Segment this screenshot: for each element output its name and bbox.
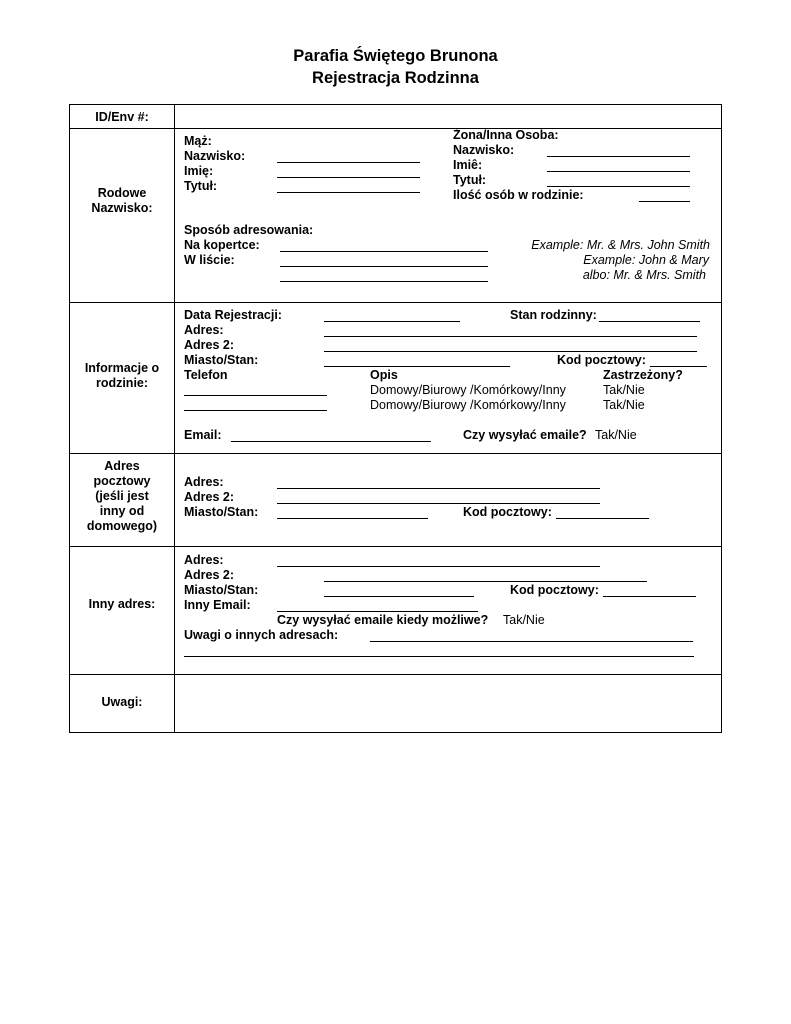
family-address2-label: Adres 2:: [184, 338, 235, 352]
mailing-address-label: Adres:: [184, 475, 224, 489]
form-title-registration: Rejestracja Rodzinna: [312, 69, 479, 87]
mailing-address2-field[interactable]: [277, 503, 600, 504]
table-divider-2: [69, 302, 722, 303]
phone-restricted-2[interactable]: Tak/Nie: [603, 398, 645, 412]
phone-restricted-1[interactable]: Tak/Nie: [603, 383, 645, 397]
addressing-example-2: Example: John & Mary: [583, 253, 709, 267]
husband-title-label: Tytuł:: [184, 179, 218, 193]
phone-type-2[interactable]: Domowy/Biurowy /Komórkowy/Inny: [370, 398, 566, 412]
family-postal-code-label: Kod pocztowy:: [557, 353, 646, 367]
addressing-example-1: Example: Mr. & Mrs. John Smith: [531, 238, 710, 252]
family-city-state-label: Miasto/Stan:: [184, 353, 259, 367]
email-field[interactable]: [231, 441, 431, 442]
table-divider-4: [69, 546, 722, 547]
letter-field[interactable]: [280, 266, 488, 267]
table-column-divider: [174, 104, 175, 732]
husband-header: Mąż:: [184, 134, 212, 148]
mailing-address2-label: Adres 2:: [184, 490, 235, 504]
spouse-title-field[interactable]: [547, 186, 690, 187]
send-emails-when-possible-options[interactable]: Tak/Nie: [503, 613, 545, 627]
phone-field-1[interactable]: [184, 395, 327, 396]
table-divider-5: [69, 674, 722, 675]
spouse-surname-label: Nazwisko:: [453, 143, 515, 157]
phone-header: Telefon: [184, 368, 228, 382]
row-label-family-info: Informacje o rodzinie:: [84, 361, 160, 390]
husband-surname-label: Nazwisko:: [184, 149, 246, 163]
family-address-label: Adres:: [184, 323, 224, 337]
family-address-field[interactable]: [324, 336, 697, 337]
household-count-label: Ilość osób w rodzinie:: [453, 188, 584, 202]
other-address-notes-field[interactable]: [370, 641, 693, 642]
other-address-field[interactable]: [277, 566, 600, 567]
other-address2-field[interactable]: [324, 581, 647, 582]
family-address2-field[interactable]: [324, 351, 697, 352]
other-address2-label: Adres 2:: [184, 568, 235, 582]
other-email-label: Inny Email:: [184, 598, 251, 612]
other-postal-code-field[interactable]: [603, 596, 696, 597]
addressing-header: Sposób adresowania:: [184, 223, 314, 237]
row-label-other-address: Inny adres:: [88, 597, 156, 611]
envelope-field[interactable]: [280, 251, 488, 252]
mailing-postal-code-label: Kod pocztowy:: [463, 505, 552, 519]
letter-field-2[interactable]: [280, 281, 488, 282]
other-address-notes-label: Uwagi o innych adresach:: [184, 628, 339, 642]
household-count-field[interactable]: [639, 201, 690, 202]
husband-first-name-field[interactable]: [277, 177, 420, 178]
other-email-field[interactable]: [277, 611, 478, 612]
row-label-surname: Rodowe Nazwisko:: [91, 186, 153, 215]
form-title-parish: Parafia Świętego Brunona: [293, 47, 498, 65]
phone-type-1[interactable]: Domowy/Biurowy /Komórkowy/Inny: [370, 383, 566, 397]
table-divider-3: [69, 453, 722, 454]
phone-field-2[interactable]: [184, 410, 327, 411]
husband-title-field[interactable]: [277, 192, 420, 193]
registration-date-field[interactable]: [324, 321, 460, 322]
mailing-city-state-label: Miasto/Stan:: [184, 505, 259, 519]
other-postal-code-label: Kod pocztowy:: [510, 583, 599, 597]
spouse-first-name-label: Imiê:: [453, 158, 483, 172]
restricted-header: Zastrzeżony?: [603, 368, 683, 382]
other-city-state-field[interactable]: [324, 596, 474, 597]
row-label-notes: Uwagi:: [101, 695, 143, 709]
spouse-header: Żona/Inna Osoba:: [453, 128, 559, 142]
other-address-label: Adres:: [184, 553, 224, 567]
send-emails-label: Czy wysyłać emaile?: [463, 428, 587, 442]
family-status-label: Stan rodzinny:: [510, 308, 597, 322]
email-label: Email:: [184, 428, 222, 442]
id-env-field[interactable]: [176, 106, 720, 127]
table-border-bottom: [69, 732, 722, 733]
family-status-field[interactable]: [599, 321, 700, 322]
other-address-notes-field-2[interactable]: [184, 656, 694, 657]
surname-top-line: [184, 128, 456, 129]
spouse-title-label: Tytuł:: [453, 173, 487, 187]
table-border-top: [69, 104, 722, 105]
husband-first-name-label: Imię:: [184, 164, 214, 178]
other-city-state-label: Miasto/Stan:: [184, 583, 259, 597]
registration-date-label: Data Rejestracji:: [184, 308, 282, 322]
spouse-surname-field[interactable]: [547, 156, 690, 157]
row-label-mailing-address: Adres pocztowy (jeśli jest inny od domowego): [86, 459, 158, 533]
mailing-address-field[interactable]: [277, 488, 600, 489]
send-emails-options[interactable]: Tak/Nie: [595, 428, 637, 442]
send-emails-when-possible-label: Czy wysyłać emaile kiedy możliwe?: [277, 613, 489, 627]
row-label-id-env: ID/Env #:: [95, 110, 149, 124]
addressing-example-3: albo: Mr. & Mrs. Smith: [582, 268, 706, 282]
husband-surname-field[interactable]: [277, 162, 420, 163]
spouse-first-name-field[interactable]: [547, 171, 690, 172]
notes-field[interactable]: [176, 676, 720, 731]
mailing-postal-code-field[interactable]: [556, 518, 649, 519]
table-border-right: [721, 104, 722, 732]
description-header: Opis: [370, 368, 398, 382]
letter-label: W liście:: [184, 253, 235, 267]
family-city-state-field[interactable]: [324, 366, 510, 367]
envelope-label: Na kopertce:: [184, 238, 260, 252]
family-postal-code-field[interactable]: [650, 366, 707, 367]
mailing-city-state-field[interactable]: [277, 518, 428, 519]
